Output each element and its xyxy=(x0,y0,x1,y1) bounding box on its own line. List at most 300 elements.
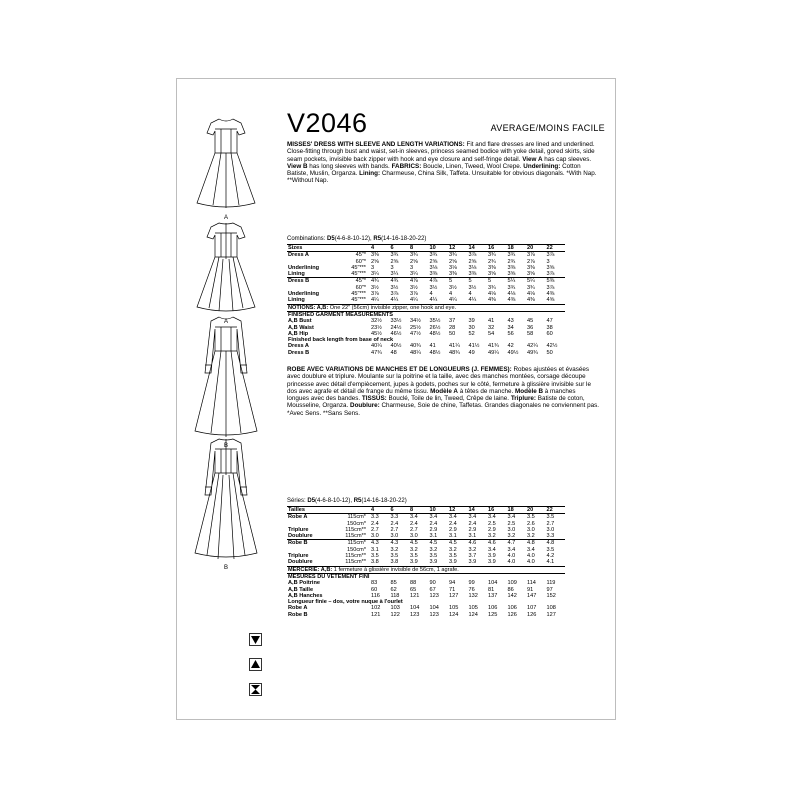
up-triangle-icon xyxy=(249,658,262,671)
table-cell: 4¼ xyxy=(449,297,457,304)
size-column-header: 16 xyxy=(487,507,507,514)
table-row xyxy=(287,278,565,285)
sizes-header: Sizes xyxy=(287,245,337,252)
triplure-label: Triplure: xyxy=(510,395,537,402)
table-cell: 4.6 xyxy=(488,540,496,547)
fabric-width: 115cm** xyxy=(345,526,366,533)
notions-text: 1 fermeture à glissière invisible de 56cm, 1 agrafe. xyxy=(333,566,459,573)
table-cell: 2.7 xyxy=(390,526,399,533)
table-cell: 3.4 xyxy=(527,546,535,553)
table-cell: 76 xyxy=(468,586,475,593)
table-cell: 54 xyxy=(488,330,495,337)
table-cell: 142 xyxy=(507,592,517,599)
tissus-text: Bouclé, Toile de lin, Tweed, Crêpe de laine. xyxy=(388,395,510,402)
table-cell: 3.7 xyxy=(468,553,477,560)
table-cell: 86 xyxy=(507,586,514,593)
table-cell: 2.9 xyxy=(449,526,457,533)
table-cell: 3.5 xyxy=(390,553,399,560)
size-column-header: 12 xyxy=(448,245,468,252)
fabric-width: 115cm* xyxy=(347,514,366,521)
table-cell: 2.7 xyxy=(371,526,379,533)
table-cell: 4.0 xyxy=(527,553,535,560)
size-column-header: 8 xyxy=(409,507,429,514)
table-cell: 43 xyxy=(507,318,514,325)
table-cell: 35½ xyxy=(429,318,441,325)
row-label: Lining xyxy=(288,297,305,304)
table-cell: 4.3 xyxy=(371,540,379,547)
table-cell: 99 xyxy=(468,580,475,587)
table-cell: 52 xyxy=(468,330,475,337)
table-cell: 4.5 xyxy=(410,540,418,547)
table-cell: 3.2 xyxy=(507,533,516,540)
table-cell: 126 xyxy=(507,611,517,618)
table-cell: 3.1 xyxy=(429,533,438,540)
finished-measurements-title: FINISHED GARMENT MEASUREMENTS xyxy=(288,311,394,318)
table-cell: 42 xyxy=(507,343,514,350)
row-label: Dress A xyxy=(288,343,309,350)
table-cell: 127 xyxy=(546,611,556,618)
size-column-header: 20 xyxy=(526,507,546,514)
table-cell: 3⅛ xyxy=(449,264,457,271)
combinations-label: Combinations: xyxy=(287,236,326,242)
table-cell: 47¾ xyxy=(371,349,382,356)
fabrics-text: Boucle, Linen, Tweed, Wool Crepe. xyxy=(423,162,522,170)
table-cell: 3⅜ xyxy=(371,252,379,259)
r5-code: R5 xyxy=(373,236,382,242)
table-cell: 3⅜ xyxy=(468,271,477,278)
table-cell: 3½ xyxy=(410,284,418,291)
table-cell: 3 xyxy=(546,258,550,265)
table-cell: 47 xyxy=(546,318,553,325)
table-cell: 42½ xyxy=(546,343,558,350)
table-cell: 3⅜ xyxy=(488,264,496,271)
pattern-envelope-back xyxy=(176,78,616,720)
fabrics-label: FABRICS: xyxy=(391,162,422,170)
table-cell: 62 xyxy=(390,586,397,593)
row-label: A,B Taille xyxy=(288,586,314,593)
table-cell: 3.4 xyxy=(468,514,477,521)
table-cell: 3⅜ xyxy=(429,271,438,278)
description-body: Fit and flare dresses are lined and underlined. Close-fitting through bust and waist, set-in sleeves, princess seamed bodice with yoke detail, gored skirts, side seam pockets, invisible back zipper with hook and eye closure and self-fringe detail. xyxy=(287,141,595,163)
r5-code: R5 xyxy=(353,498,362,504)
d5-sizes: (4-6-8-10-12), xyxy=(315,498,353,504)
table-cell: 4¾ xyxy=(371,278,379,285)
table-cell: 3.9 xyxy=(468,559,477,566)
fabric-width: 45"*** xyxy=(351,271,366,278)
table-cell: 3⅜ xyxy=(507,264,516,271)
table-cell: 3.0 xyxy=(410,533,418,540)
table-cell: 3.9 xyxy=(410,559,418,566)
table-cell: 5¼ xyxy=(507,278,516,285)
combinations-line-en xyxy=(287,236,426,242)
table-cell: 4.5 xyxy=(449,540,457,547)
table-cell: 91 xyxy=(527,586,534,593)
table-cell: 4.2 xyxy=(546,553,555,560)
table-cell: 4⅛ xyxy=(507,291,516,298)
table-cell: 48¼ xyxy=(410,349,421,356)
table-cell: 4 xyxy=(429,291,433,298)
table-cell: 2⅝ xyxy=(468,258,477,265)
size-column-header: 14 xyxy=(468,245,488,252)
table-cell: 2.5 xyxy=(488,520,496,527)
table-cell: 48¾ xyxy=(449,349,460,356)
table-cell: 108 xyxy=(546,605,556,612)
fabric-width: 115cm* xyxy=(347,540,366,547)
size-column-header: 22 xyxy=(546,507,566,514)
table-cell: 4.8 xyxy=(546,540,555,547)
view-b-text: has long sleeves with bands. xyxy=(309,162,390,170)
back-length-row xyxy=(287,350,565,356)
table-cell: 39 xyxy=(468,318,475,325)
table-cell: 3¾ xyxy=(507,252,516,259)
table-cell: 152 xyxy=(546,592,556,599)
table-cell: 37 xyxy=(449,318,456,325)
table-cell: 3⅞ xyxy=(527,252,535,259)
table-cell: 3.3 xyxy=(390,514,399,521)
table-cell: 41 xyxy=(488,318,495,325)
table-cell: 50 xyxy=(449,330,456,337)
dress-a-back-illustration xyxy=(191,219,261,325)
table-cell: 3⅞ xyxy=(546,284,555,291)
table-cell: 109 xyxy=(507,580,517,587)
size-column-header: 8 xyxy=(409,245,429,252)
table-cell: 71 xyxy=(449,586,456,593)
table-cell: 2⅝ xyxy=(410,258,418,265)
table-cell: 60 xyxy=(546,330,553,337)
table-cell: 106 xyxy=(488,605,498,612)
table-cell: 60 xyxy=(371,586,378,593)
table-cell: 4⅛ xyxy=(488,291,496,298)
table-cell: 4.8 xyxy=(527,540,535,547)
modele-b-text: à manches longues avec des bandes. xyxy=(287,387,576,402)
table-cell: 3.0 xyxy=(527,526,535,533)
table-cell: 3½ xyxy=(390,284,399,291)
spacer-cell xyxy=(337,612,370,618)
table-cell: 114 xyxy=(527,580,536,587)
table-cell: 3.0 xyxy=(507,526,516,533)
fabric-width: 150cm* xyxy=(347,520,366,527)
table-cell: 4 xyxy=(468,291,472,298)
finished-title-row xyxy=(287,311,565,318)
table-cell: 41¾ xyxy=(488,343,499,350)
table-cell: 127 xyxy=(449,592,459,599)
size-column-header: 6 xyxy=(390,507,410,514)
table-cell: 4⅞ xyxy=(410,278,418,285)
table-cell: 3½ xyxy=(468,284,477,291)
description-french xyxy=(287,366,599,417)
row-label: A,B Waist xyxy=(288,324,314,331)
table-cell: 107 xyxy=(527,605,537,612)
view-label: A xyxy=(223,215,228,221)
row-label: Triplure xyxy=(288,526,309,533)
fabric-width: 150cm* xyxy=(347,546,366,553)
table-cell: 49¼ xyxy=(488,349,499,356)
row-label: Dress A xyxy=(288,252,309,259)
view-label: B xyxy=(223,565,228,571)
row-label: Dress B xyxy=(288,349,310,356)
table-cell: 3.9 xyxy=(449,559,457,566)
table-cell: 147 xyxy=(527,592,537,599)
table-cell: 121 xyxy=(410,592,420,599)
table-cell: 3.5 xyxy=(371,553,379,560)
table-cell: 4.3 xyxy=(390,540,399,547)
size-column-header: 10 xyxy=(429,245,449,252)
row-label: Robe B xyxy=(288,611,308,618)
table-cell: 3½ xyxy=(449,284,457,291)
table-cell: 126 xyxy=(527,611,537,618)
table-cell: 3.2 xyxy=(390,546,399,553)
yardage-table-fr xyxy=(287,506,599,618)
table-cell: 28 xyxy=(449,324,456,331)
table-cell: 2¾ xyxy=(507,258,516,265)
table-cell: 4⅛ xyxy=(527,291,535,298)
table-cell: 46½ xyxy=(390,330,402,337)
view-a-text: has cap sleeves. xyxy=(544,155,592,163)
table-cell: 48½ xyxy=(429,349,441,356)
table-cell: 3.2 xyxy=(410,546,418,553)
table-cell: 40¾ xyxy=(410,343,421,350)
hourglass-icon xyxy=(249,683,262,696)
row-label: Triplure xyxy=(288,553,309,560)
table-cell: 3.2 xyxy=(449,546,457,553)
underlining-text: Cotton Batiste, Muslin, Organza. xyxy=(287,162,581,177)
table-cell: 3⅞ xyxy=(390,291,399,298)
table-cell: 45½ xyxy=(371,330,382,337)
underlining-label: Underlining: xyxy=(523,162,561,170)
back-length-row xyxy=(287,612,565,618)
d5-sizes: (4-6-8-10-12), xyxy=(334,236,372,242)
table-row xyxy=(287,533,565,540)
table-row xyxy=(287,514,565,521)
size-column-header: 12 xyxy=(448,507,468,514)
row-label: Doublure xyxy=(288,533,313,540)
modele-b-label: Modèle B xyxy=(515,387,543,395)
modele-a-text: à têtes de manche. xyxy=(459,387,514,395)
table-cell: 124 xyxy=(468,611,478,618)
view-b-label: View B xyxy=(287,162,308,170)
table-cell: 85 xyxy=(390,580,397,587)
yardage-table-en xyxy=(287,244,599,356)
table-cell: 3 xyxy=(390,264,394,271)
fabric-width: 115cm** xyxy=(345,533,366,540)
table-cell: 116 xyxy=(371,592,380,599)
table-cell: 2⅝ xyxy=(390,258,399,265)
illustration-column xyxy=(177,79,275,719)
table-cell: 2⅝ xyxy=(371,258,379,265)
pattern-number: V2046 xyxy=(287,108,368,138)
table-cell: 90 xyxy=(429,580,436,587)
table-row xyxy=(287,297,565,304)
table-cell: 2.4 xyxy=(371,520,379,527)
table-cell: 3.1 xyxy=(371,546,379,553)
table-cell: 3⅞ xyxy=(371,291,379,298)
table-cell: 3.4 xyxy=(488,546,496,553)
table-cell: 88 xyxy=(410,580,417,587)
table-cell: 3.9 xyxy=(488,553,496,560)
table-cell: 40½ xyxy=(390,343,402,350)
fabric-width: 45"*** xyxy=(351,264,366,271)
notions-cell xyxy=(287,304,565,311)
table-cell: 48½ xyxy=(429,330,441,337)
table-cell: 41 xyxy=(429,343,436,350)
pattern-symbols xyxy=(249,633,263,708)
table-cell: 81 xyxy=(488,586,495,593)
table-cell: 121 xyxy=(371,611,381,618)
table-cell: 3½ xyxy=(429,284,438,291)
modele-a-label: Modèle A xyxy=(430,387,458,395)
spacer-cell xyxy=(337,350,370,356)
table-cell: 26½ xyxy=(429,324,441,331)
table-cell: 34½ xyxy=(410,318,421,325)
table-cell: 58 xyxy=(527,330,534,337)
table-cell: 137 xyxy=(488,592,498,599)
table-cell: 3⅞ xyxy=(468,252,477,259)
table-cell: 3.5 xyxy=(410,553,418,560)
table-row xyxy=(287,559,565,566)
table-cell: 36 xyxy=(527,324,534,331)
table-cell: 41½ xyxy=(468,343,480,350)
table-cell: 104 xyxy=(488,580,498,587)
table-cell: 30 xyxy=(468,324,475,331)
table-cell: 5⅜ xyxy=(546,278,555,285)
table-cell: 5¼ xyxy=(527,278,535,285)
table-cell: 3.1 xyxy=(468,533,477,540)
dress-b-back-icon xyxy=(191,435,261,565)
table-cell: 56 xyxy=(507,330,514,337)
view-a-label: View A xyxy=(522,155,543,163)
table-cell: 2.4 xyxy=(390,520,399,527)
table-cell: 3.4 xyxy=(507,514,516,521)
table-cell: 3¾ xyxy=(390,252,399,259)
table-cell: 4.1 xyxy=(546,559,555,566)
fabric-width: 45"*** xyxy=(351,291,366,298)
fabric-width: 60"* xyxy=(355,258,366,265)
notions-label: NOTIONS: A,B: xyxy=(288,304,329,311)
table-cell: 3.4 xyxy=(488,514,496,521)
table-cell: 3.9 xyxy=(488,559,496,566)
table-cell: 83 xyxy=(371,580,378,587)
table-cell: 102 xyxy=(371,605,381,612)
tissus-label: TISSUS: xyxy=(361,395,387,402)
row-label: Underlining xyxy=(288,291,320,298)
description-fr-title: ROBE AVEC VARIATIONS DE MANCHES ET DE LONGUEURS (J. FEMMES): xyxy=(287,366,512,373)
table-cell: 5 xyxy=(488,278,492,285)
table-cell: 3⅞ xyxy=(546,271,555,278)
table-cell: 3⅞ xyxy=(546,252,555,259)
fabric-width: 45"*** xyxy=(351,297,366,304)
row-label: Robe A xyxy=(288,514,308,521)
fabric-width: 115cm** xyxy=(345,553,366,560)
d5-code: D5 xyxy=(307,498,316,504)
table-cell: 41¼ xyxy=(449,343,460,350)
table-cell: 2.9 xyxy=(468,526,477,533)
table-cell: 3.5 xyxy=(546,514,555,521)
table-cell: 106 xyxy=(507,605,517,612)
table-cell: 119 xyxy=(546,580,556,587)
fabric-width: 115cm** xyxy=(345,559,366,566)
table-cell: 4⅞ xyxy=(429,278,438,285)
table-cell: 3.9 xyxy=(429,559,438,566)
finished-measurements-title: MESURES DU VÊTEMENT FINI xyxy=(288,573,370,580)
notions-cell xyxy=(287,566,565,573)
row-label: A,B Hip xyxy=(288,330,309,337)
table-cell: 3¾ xyxy=(507,284,516,291)
table-cell: 3⅜ xyxy=(527,264,535,271)
row-label: Lining xyxy=(288,271,305,278)
table-cell: 103 xyxy=(390,605,400,612)
fabric-width: 45"* xyxy=(355,278,366,285)
row-label: A,B Hanches xyxy=(288,592,323,599)
table-cell: 104 xyxy=(429,605,439,612)
row-label: A,B Bust xyxy=(288,318,312,325)
table-cell: 2.7 xyxy=(410,526,418,533)
fabric-width: 60"* xyxy=(355,284,366,291)
table-cell: 125 xyxy=(488,611,498,618)
table-cell: 25½ xyxy=(410,324,421,331)
view-label: A xyxy=(223,319,228,325)
row-label: Robe B xyxy=(288,540,308,547)
table-cell: 49¾ xyxy=(527,349,538,356)
size-column-header: 4 xyxy=(370,507,390,514)
table-cell: 3.4 xyxy=(449,514,457,521)
table-cell: 4.0 xyxy=(507,559,516,566)
size-column-header: 22 xyxy=(546,245,566,252)
table-cell: 2.4 xyxy=(429,520,438,527)
table-cell: 123 xyxy=(429,592,439,599)
fabric-width-header xyxy=(337,245,370,252)
table-cell: 65 xyxy=(410,586,417,593)
table-cell: 49½ xyxy=(507,349,519,356)
size-table xyxy=(287,244,565,356)
table-cell: 3.5 xyxy=(527,514,535,521)
table-cell: 123 xyxy=(429,611,439,618)
table-cell: 3¼ xyxy=(410,271,418,278)
table-cell: 2¾ xyxy=(488,258,496,265)
table-header-row xyxy=(287,507,565,514)
notions-row xyxy=(287,304,565,311)
table-cell: 5 xyxy=(468,278,472,285)
dress-a-front-icon xyxy=(191,115,261,215)
table-cell: 3.2 xyxy=(527,533,535,540)
table-cell: 97 xyxy=(546,586,553,593)
table-cell: 3¾ xyxy=(527,284,535,291)
table-row xyxy=(287,252,565,259)
r5-sizes: (14-16-18-20-22) xyxy=(381,236,427,242)
table-cell: 3.2 xyxy=(488,533,496,540)
back-length-title: Finished back length from base of neck xyxy=(288,337,394,344)
table-cell: 4.7 xyxy=(507,540,516,547)
table-cell: 3.2 xyxy=(468,546,477,553)
table-cell: 2.7 xyxy=(546,520,555,527)
size-column-header: 20 xyxy=(526,245,546,252)
combinations-line-fr xyxy=(287,498,407,504)
table-cell: 4.0 xyxy=(527,559,535,566)
table-cell: 40¼ xyxy=(371,343,382,350)
table-cell: 3.3 xyxy=(546,533,555,540)
series-label: Séries: xyxy=(287,498,306,504)
dress-b-back-illustration xyxy=(191,435,261,571)
table-cell: 4¼ xyxy=(390,297,399,304)
table-cell: 3.5 xyxy=(449,553,457,560)
lining-label: Lining: xyxy=(359,170,381,177)
table-cell: 4⅜ xyxy=(507,297,516,304)
table-cell: 50 xyxy=(546,349,553,356)
row-label: Doublure xyxy=(288,559,313,566)
table-cell: 3½ xyxy=(371,284,379,291)
size-column-header: 6 xyxy=(390,245,410,252)
table-cell: 3.0 xyxy=(546,526,555,533)
table-cell: 4.0 xyxy=(507,553,516,560)
